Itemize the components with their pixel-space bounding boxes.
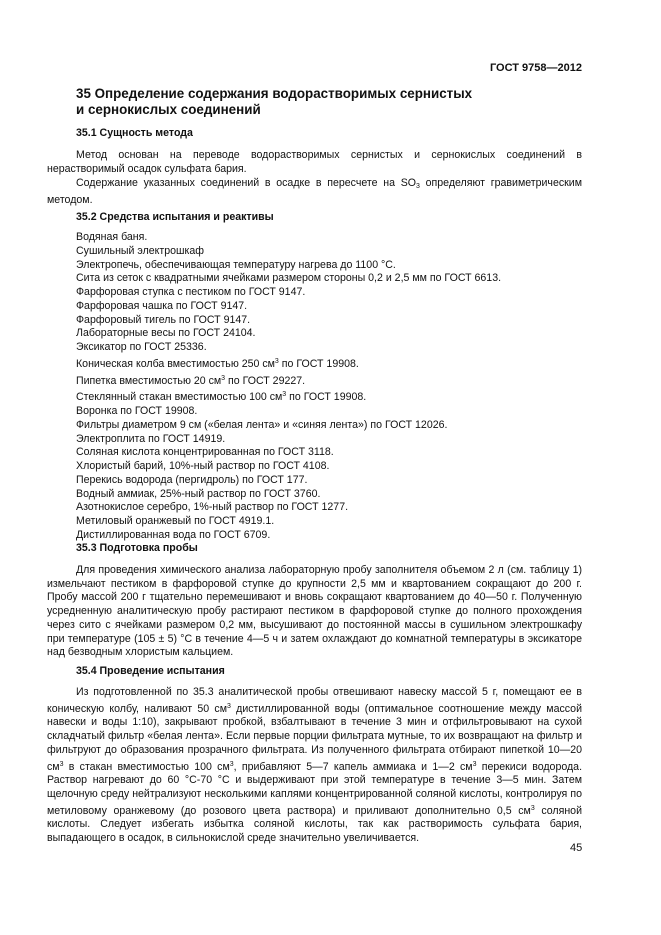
section-title-line-2: и сернокислых соединений <box>76 101 261 117</box>
list-item: Перекись водорода (пергидроль) по ГОСТ 177. <box>76 473 308 486</box>
list-item: Соляная кислота концентрированная по ГОСТ 3118. <box>76 446 334 459</box>
section-title-line-1: 35 Определение содержания водорастворимых сернистых <box>76 86 473 101</box>
list-item: Эксикатор по ГОСТ 25336. <box>76 341 207 353</box>
list-item: Метиловый оранжевый по ГОСТ 4919.1. <box>76 515 275 527</box>
paragraph-so3-determination <box>47 177 582 207</box>
list-item: Воронка по ГОСТ 19908. <box>76 405 198 417</box>
subscript: 3 <box>416 183 420 190</box>
list-item: Фарфоровая ступка с пестиком по ГОСТ 9147. <box>76 286 306 298</box>
list-item: Азотнокислое серебро, 1%-ный раствор по ГОСТ 1277. <box>76 501 349 514</box>
subsection-heading-35-4: 35.4 Проведение испытания <box>76 665 225 677</box>
list-item: Электропечь, обеспечивающая температуру нагрева до 1100 °С. <box>76 258 396 271</box>
list-item: Водяная баня. <box>76 231 148 243</box>
subsection-heading-35-3: 35.3 Подготовка пробы <box>76 542 198 554</box>
section-title <box>76 86 472 117</box>
list-item: Электроплита по ГОСТ 14919. <box>76 432 226 445</box>
paragraph-sample-preparation: Для проведения химического анализа лабораторную пробу заполнителя объемом 2 л (см. таблицу 1) измельчают пестиком в фарфоровой ступке до крупности 2,5 мм и квартованием сокращают до 200 г. Пробу массой 200 г тщательно перемешивают и вновь сокращают квартованием до 40—50 г. Полученную усредненную аналитическую пробу растирают пестиком в фарфоровой ступке до полного прохождения через сито с ячейками размером 0,2 мм, высушивают до постоянной массы в сушильном электрошкафу при температуре (105 ± 5) °С в течение 4—5 ч и затем охлаждают до комнатной температуры в эксикаторе над безводным хлористым кальцием. <box>47 564 582 659</box>
list-item: Водный аммиак, 25%-ный раствор по ГОСТ 3760. <box>76 487 321 500</box>
subsection-heading-35-1: 35.1 Сущность метода <box>76 127 193 139</box>
list-item: Коническая колба вместимостью 250 $см^3$ по ГОСТ 19908. <box>76 357 359 370</box>
list-item: Фильтры диаметром 9 см («белая лента» и «синяя лента») по ГОСТ 12026. <box>76 418 448 431</box>
subsection-heading-35-2: 35.2 Средства испытания и реактивы <box>76 211 274 223</box>
text-run: Содержание указанных соединений в осадке в пересчете на SO <box>76 177 417 189</box>
text-run: определяют гравиметрическим методом. <box>47 177 582 206</box>
list-item: Стеклянный стакан вместимостью 100 $см^3$ по ГОСТ 19908. <box>76 391 367 404</box>
list-item: Дистиллированная вода по ГОСТ 6709. <box>76 528 271 541</box>
paragraph-method-essence: Метод основан на переводе водорастворимых сернистых и сернокислых соединений в нерастворимый осадок сульфата бария. <box>47 149 582 175</box>
list-item: Сушильный электрошкаф <box>76 244 204 257</box>
document-code-header: ГОСТ 9758—2012 <box>489 62 582 74</box>
page-number: 45 <box>570 842 583 854</box>
list-item: Пипетка вместимостью 20 $см^3$ по ГОСТ 29227. <box>76 374 306 387</box>
list-item: Фарфоровая чашка по ГОСТ 9147. <box>76 299 248 312</box>
paragraph-test-procedure: Из подготовленной по 35.3 аналитической пробы отвешивают навеску массой 5 г, помещают ее в коническую колбу, наливают 50 $см^3$ дистиллированной воды (оптимальное соотношение между массой навески и воды 1:10), закрывают пробкой, взбалтывают в течение 3 мин и отфильтровывают на сухой складчатый фильтр «белая лента». Если первые порции фильтрата мутные, то их возвращают на фильтр и фильтруют до образования прозрачного фильтрата. Из полученного фильтрата отбирают пипеткой 10—20 $см^3$ в стакан вместимостью 100 $см^3$, прибавляют 5—7 капель аммиака и 1—2 $см^3$ перекиси водорода. Раствор нагревают до 60 °С-70 °С и выдерживают при этой температуре в течение 3—5 мин. Затем щелочную среду нейтрализуют несколькими каплями концентрированной соляной кислоты, контролируя по метиловому оранжевому (до розового цвета раствора) и приливают дополнительно 0,5 $см^3$ соляной кислоты. Следует избегать избытка соляной кислоты, так как растворимость сульфата бария, выпадающего в осадок, в сильнокислой среде значительно увеличивается. <box>47 686 583 845</box>
list-item: Сита из сеток с квадратными ячейками размером стороны 0,2 и 2,5 мм по ГОСТ 6613. <box>76 272 502 285</box>
list-item: Лабораторные весы по ГОСТ 24104. <box>76 327 256 340</box>
list-item: Фарфоровый тигель по ГОСТ 9147. <box>76 313 251 326</box>
list-item: Хлористый барий, 10%-ный раствор по ГОСТ 4108. <box>76 460 330 472</box>
equipment-reagents-list <box>76 231 501 543</box>
